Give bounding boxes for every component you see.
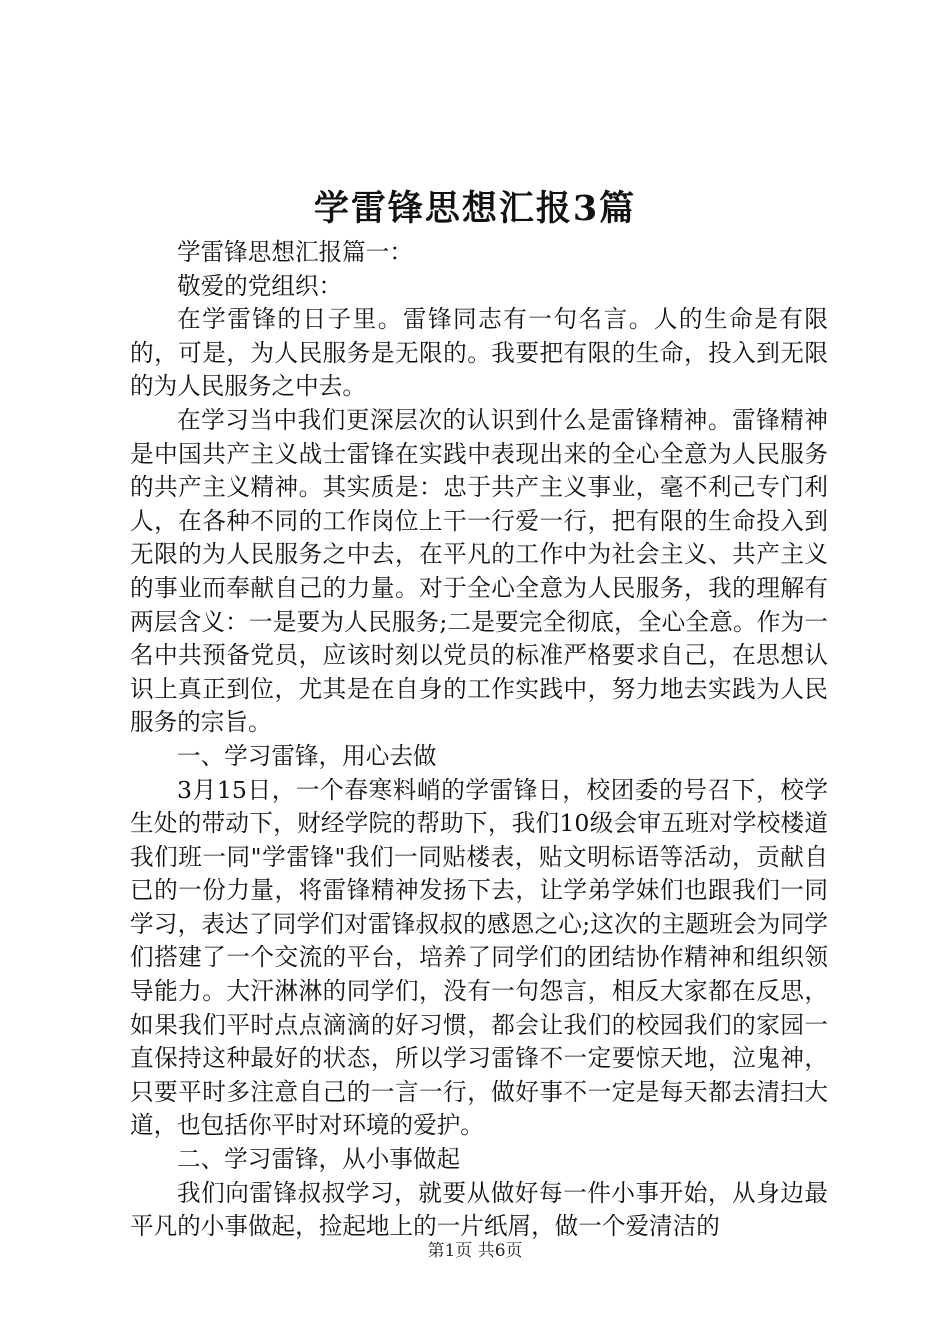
subheading: 二、学习雷锋，从小事做起 [177,1145,461,1174]
paragraph: 在学雷锋的日子里。雷锋同志有一句名言。人的生命是有限的，可是，为人民服务是无限的。我要把有限的生命，投入到无限的为人民服务之中去。 [130,305,828,401]
section-heading: 学雷锋思想汇报篇一： [177,238,413,266]
document-title: 学雷锋思想汇报3篇 [313,188,637,229]
page-footer: 第1页 共6页 [427,1241,523,1261]
paragraph: 3月15日，一个春寒料峭的学雷锋日，校团委的号召下，校学生处的带动下，财经学院的帮助下，我们10级会审五班对学校楼道我们班一同"学雷锋"我们一同贴楼表，贴文明标语等活动，贡献自已的一份力量，将雷锋精神发扬下去，让学弟学妹们也跟我们一同学习，表达了同学们对雷锋叔叔的感恩之心;这次的主题班会为同学们搭建了一个交流的平台，培养了同学们的团结协作精神和组织领导能力。大汗淋淋的同学们，没有一句怨言，相反大家都在反思，如果我们平时点点滴滴的好习惯，都会让我们的校园我们的家园一直保持这种最好的状态，所以学习雷锋不一定要惊天地，泣鬼神，只要平时多注意自己的一言一行，做好事不一定是每天都去清扫大道，也包括你平时对环境的爱护。 [130,775,828,1140]
salutation: 敬爱的党组织： [177,271,343,300]
subheading: 一、学习雷锋，用心去做 [177,741,437,770]
paragraph: 在学习当中我们更深层次的认识到什么是雷锋精神。雷锋精神是中国共产主义战士雷锋在实践中表现出来的全心全意为人民服务的共产主义精神。其实质是：忠于共产主义事业，毫不利己专门利人，在各种不同的工作岗位上干一行爱一行，把有限的生命投入到无限的为人民服务之中去，在平凡的工作中为社会主义、共产主义的事业而奉献自己的力量。对于全心全意为人民服务，我的理解有两层含义：一是要为人民服务;二是要完全彻底，全心全意。作为一名中共预备党员，应该时刻以党员的标准严格要求自己，在思想认识上真正到位，尤其是在自身的工作实践中，努力地去实践为人民服务的宗旨。 [130,405,828,737]
paragraph: 我们向雷锋叔叔学习，就要从做好每一件小事开始，从身边最平凡的小事做起，捡起地上的一片纸屑，做一个爱清洁的 [130,1178,828,1241]
document-body [130,236,828,1244]
